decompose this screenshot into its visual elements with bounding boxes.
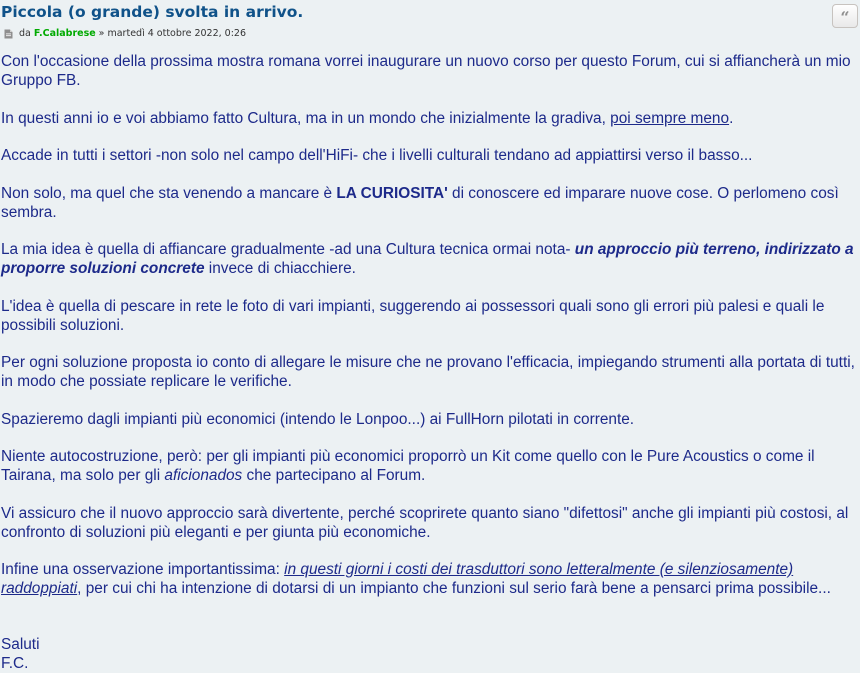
bold-text: LA CURIOSITA': [336, 184, 448, 202]
paragraph-text: Niente autocostruzione, però: per gli impianti più economici proporrò un Kit come quello con le Pure Acoustics o come il Tairana, ma solo per gli: [1, 448, 815, 484]
meta-separator: »: [98, 28, 105, 39]
post-title[interactable]: Piccola (o grande) svolta in arrivo.: [1, 3, 304, 21]
paragraph: L'idea è quella di pescare in rete le foto di vari impianti, suggerendo ai possessori quali sono gli errori più palesi e quali le possibili soluzioni.: [1, 297, 825, 334]
post-meta: [1, 28, 246, 39]
paragraph: [1, 447, 860, 485]
quote-icon: “: [840, 8, 850, 27]
quote-button[interactable]: [832, 4, 858, 28]
paragraph: [1, 560, 860, 598]
paragraph-text: In questi anni io e voi abbiamo fatto Cultura, ma in un mondo che inizialmente la gradiva,: [1, 109, 611, 127]
signature-initials: F.C.: [1, 655, 29, 672]
paragraph-text: che partecipano al Forum.: [242, 467, 426, 484]
inline-link[interactable]: in questi giorni i costi dei trasduttori sono letteralmente (e silenziosamente) raddoppiati: [1, 561, 794, 597]
author-link[interactable]: F.Calabrese: [33, 28, 96, 39]
inline-link[interactable]: poi sempre meno: [610, 109, 730, 127]
signature: [1, 635, 860, 673]
paragraph: Con l'occasione della prossima mostra romana vorrei inaugurare un nuovo corso per questo Forum, cui si affiancherà un mio Gruppo FB.: [1, 53, 851, 89]
paragraph: [1, 240, 860, 278]
paragraph-text: di conoscere ed imparare nuove cose. O perlomeno così sembra.: [1, 184, 839, 221]
paragraph: Spazieremo dagli impianti più economici (intendo le Lonpoo...) ai FullHorn pilotati in corrente.: [1, 410, 635, 428]
italic-text: aficionados: [164, 467, 243, 484]
paragraph: Vi assicuro che il nuovo approccio sarà divertente, perché scoprirete quanto siano "difettosi" anche gli impianti più costosi, al confronto di soluzioni più eleganti e per giunta più economiche.: [1, 504, 849, 541]
paragraph: [1, 184, 860, 222]
paragraph: Per ogni soluzione proposta io conto di allegare le misure che ne provano l'efficacia, impiegando strumenti alla portata di tutti, in modo che possiate replicare le verifiche.: [1, 354, 855, 390]
post-content: [1, 52, 860, 673]
post-date: martedì 4 ottobre 2022, 0:26: [107, 28, 247, 39]
paragraph: [1, 109, 860, 128]
paragraph-text: Non solo, ma quel che sta venendo a mancare è: [1, 184, 337, 202]
paragraph-text: .: [729, 109, 734, 127]
paragraph-text: Infine una osservazione importantissima:: [1, 561, 285, 578]
meta-by: da: [19, 28, 31, 39]
paragraph-text: La mia idea è quella di affiancare gradualmente -ad una Cultura tecnica ormai nota-: [1, 241, 575, 258]
paragraph-text: invece di chiacchiere.: [204, 260, 356, 277]
bold-italic-text: un approccio più terreno, indirizzato a proporre soluzioni concrete: [1, 241, 854, 277]
file-icon[interactable]: [4, 29, 13, 39]
paragraph-text: , per cui chi ha intenzione di dotarsi di un impianto che funzioni sul serio farà bene a pensarci prima possibile...: [77, 580, 831, 597]
signature-greeting: Saluti: [1, 636, 40, 653]
paragraph: Accade in tutti i settori -non solo nel campo dell'HiFi- che i livelli culturali tendano ad appiattirsi verso il basso...: [1, 147, 753, 164]
